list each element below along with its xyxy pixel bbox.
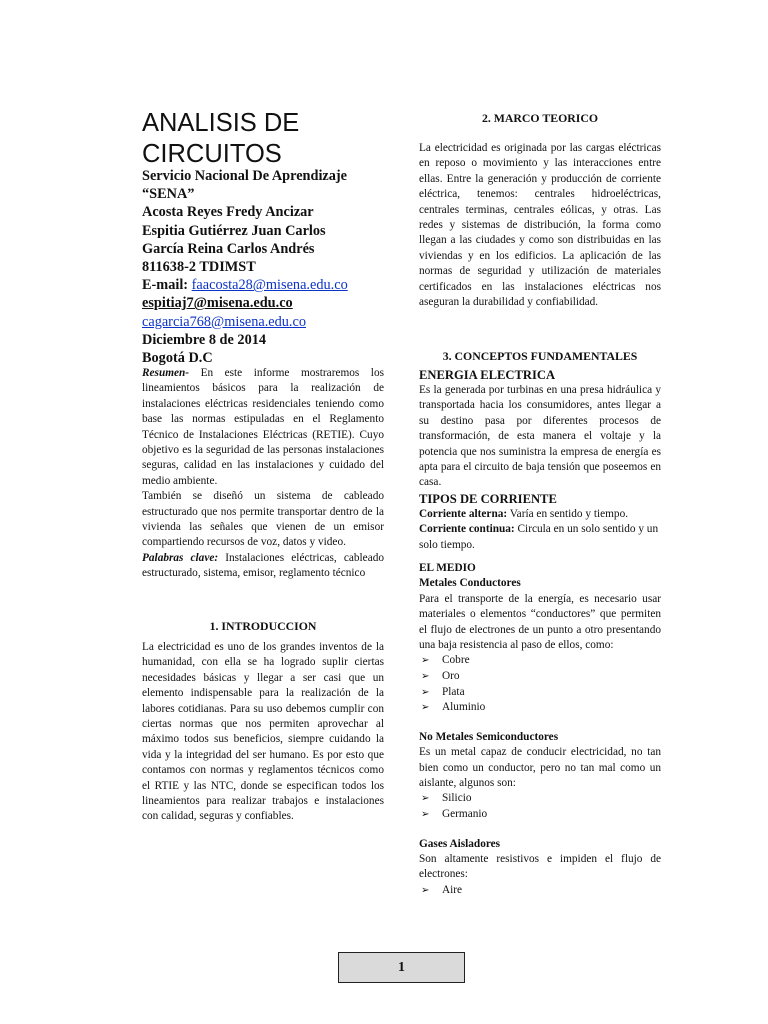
energia-block (419, 368, 661, 553)
author-block (142, 167, 384, 367)
conductores-paragraph: Para el transporte de la energía, es necesario usar materiales o elementos “conductores” que permiten el flujo de electrones de un punto a otro presentando una baja resistencia al paso de ellos, como: (419, 592, 661, 652)
email-link[interactable]: cagarcia768@misena.edu.co (142, 313, 307, 330)
city: Bogotá D.C (142, 350, 213, 367)
list-item: ➢ Oro (419, 669, 661, 685)
arrow-bullet-icon: ➢ (421, 655, 430, 667)
author-name: Acosta Reyes Fredy Ancizar (142, 204, 314, 221)
email-line (142, 276, 384, 294)
date: Diciembre 8 de 2014 (142, 331, 267, 348)
term-text: Circula en un solo sentido y un solo tiempo. (419, 523, 659, 551)
section-heading: 1. INTRODUCCION (209, 619, 317, 633)
section-heading: 2. MARCO TEORICO (481, 111, 599, 125)
semi-paragraph: Es un metal capaz de conducir electricidad, no tan bien como un conductor, pero no tan mal como un aislante, algunos son: (419, 746, 661, 790)
arrow-bullet-icon: ➢ (421, 686, 430, 698)
list-item: ➢ Cobre (419, 653, 661, 669)
subsection-heading: EL MEDIO (419, 562, 476, 574)
subsection-heading: Gases Aisladores (419, 837, 501, 850)
keywords (142, 551, 384, 582)
term-label: Corriente alterna: (419, 507, 508, 520)
email-label: E-mail: (142, 277, 189, 294)
arrow-bullet-icon: ➢ (421, 702, 430, 714)
abstract-label: Resumen- (142, 367, 190, 379)
energia-paragraph: Es la generada por turbinas en una presa hidráulica y transportada hacia los consumidores, antes llegar a su destino pasa por diferentes procesos de transformación, de esta manera el voltaje y la potencia que nos suministra la empresa de energía es apta para el circuito de baja tensión que poseemos en casa. (419, 384, 661, 489)
aisladores-paragraph: Son altamente resistivos e impiden el flujo de electrones: (419, 853, 661, 881)
email-link[interactable]: espitiaj7@misena.edu.co (142, 295, 293, 312)
keywords-label: Palabras clave: (142, 551, 219, 564)
term-text: Varía en sentido y tiempo. (507, 507, 629, 520)
subsection-heading: TIPOS DE CORRIENTE (419, 491, 557, 506)
aisladores-list (419, 883, 661, 899)
arrow-bullet-icon: ➢ (421, 809, 430, 821)
subsection-heading: Metales Conductores (419, 577, 521, 590)
list-item: ➢ Plata (419, 685, 661, 701)
subsection-heading: ENERGIA ELECTRICA (419, 368, 556, 382)
corriente-continua (419, 522, 661, 553)
intro-paragraph: La electricidad es uno de los grandes inventos de la humanidad, con ella se ha logrado suplir ciertas necesidades básicas y llegar a ser casi que un elemento indispensable para la realización de la labores cotidianas. Para su uso debemos cumplir con ciertas normas que nos permiten aprovechar al máximo todos sus beneficios, siempre cuidando la vida y la integridad del ser humano. Es por esto que contamos con normas y reglamentos técnicos como el RTIE y las NTC, donde se especifican todos los lineamientos para realizar trabajos e instalaciones con calidad, seguras y confiables. (142, 641, 384, 823)
arrow-bullet-icon: ➢ (421, 884, 430, 896)
term-label: Corriente continua: (419, 523, 515, 536)
list-item: ➢ Germanio (419, 807, 661, 823)
list-item: ➢ Aluminio (419, 700, 661, 716)
group-code: 811638-2 TDIMST (142, 259, 256, 276)
abstract-text: En este informe mostraremos los lineamientos básicos para la realización de instalaciones eléctricas residenciales teniendo como base las normas estipuladas en el Reglamento Técnico de Instalaciones Eléctricas (RETIE). Cuyo objetivo es la seguridad de las personas instalaciones seguras, calidad en las instalaciones y cuidado del medio ambiente. (142, 367, 384, 487)
arrow-bullet-icon: ➢ (421, 793, 430, 805)
institution-line: Servicio Nacional De Aprendizaje (142, 168, 348, 184)
section-heading: 3. CONCEPTOS FUNDAMENTALES (442, 349, 638, 363)
subsection-heading: No Metales Semiconductores (419, 730, 559, 743)
keywords-text: Instalaciones eléctricas, cableado estructurado, sistema, emisor, reglamento técnico (142, 551, 384, 580)
author-name: Espitia Gutiérrez Juan Carlos (142, 222, 326, 239)
abstract (142, 366, 384, 582)
author-name: García Reina Carlos Andrés (142, 240, 315, 257)
abstract-paragraph (142, 366, 384, 489)
medio-block (419, 561, 661, 898)
corriente-alterna (419, 507, 661, 522)
abstract-paragraph: También se diseñó un sistema de cableado estructurado que nos permite transportar dentro de la vivienda las señales que vienen de un emisor compartiendo recursos de voz, datos y video. (142, 490, 384, 549)
email-line (142, 294, 384, 312)
arrow-bullet-icon: ➢ (421, 671, 430, 683)
conductores-list (419, 653, 661, 715)
list-item: ➢ Aire (419, 883, 661, 899)
email-link[interactable]: faacosta28@misena.edu.co (191, 277, 348, 294)
semi-list (419, 791, 661, 822)
institution-acronym: “SENA” (142, 186, 195, 203)
document-title: ANALISIS DE CIRCUITOS (142, 109, 300, 168)
marco-paragraph: La electricidad es originada por las cargas eléctricas en reposo o movimiento y las interacciones entre ellas. Entre la generación y producción de corriente eléctrica, tenemos: centrales hidroeléctricas, centrales terminas, centrales eólicas, y otras. Las redes y sistemas de distribución, la forma como llegan a las ciudades y como son distribuidas en las viviendas y en los edificios. La aplicación de las normas de seguridad y utilización de materiales certificados en las instalaciones eléctricas nos aseguran la durabilidad y confiabilidad. (419, 142, 661, 309)
page-number: 1 (338, 952, 465, 983)
list-item: ➢ Silicio (419, 791, 661, 807)
email-line (142, 313, 384, 331)
